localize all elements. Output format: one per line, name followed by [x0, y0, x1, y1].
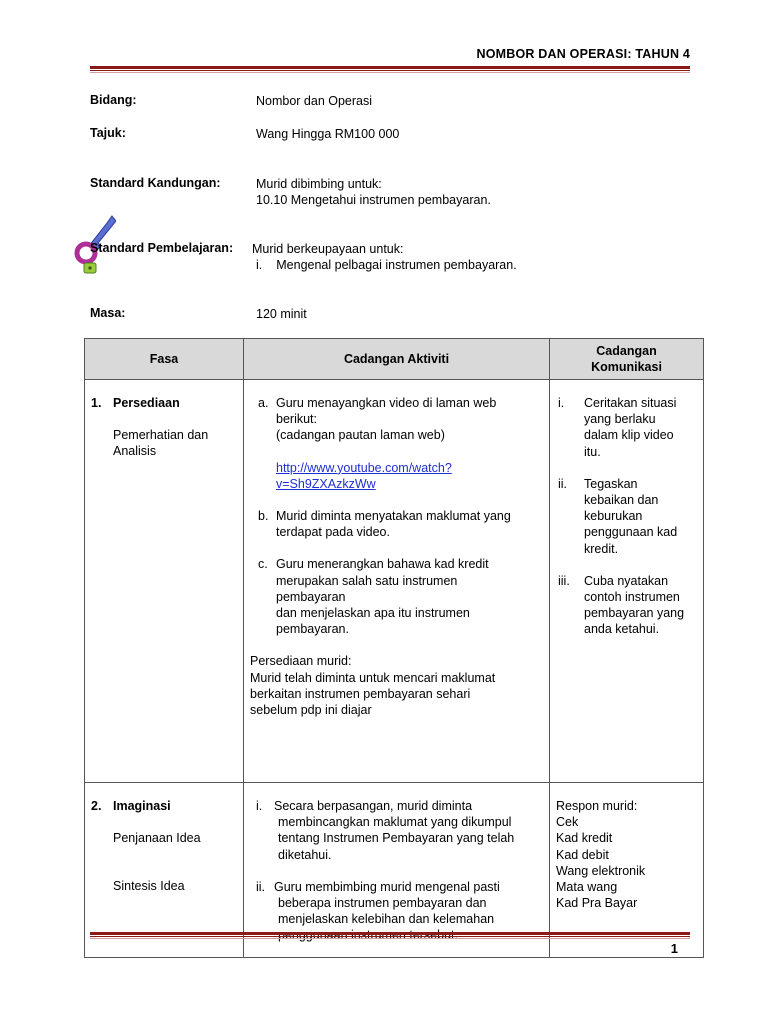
list-text: merupakan salah satu instrumen	[276, 573, 458, 588]
list-text: membincangkan maklumat yang dikumpul	[278, 815, 512, 830]
fasa-sub-line: Analisis	[113, 444, 157, 459]
list-text: pembayaran yang	[584, 606, 685, 621]
bidang-label: Bidang:	[90, 93, 137, 107]
list-text: Cuba nyatakan	[584, 573, 669, 588]
fasa-title	[91, 395, 237, 411]
respon-item: Wang elektronik	[556, 863, 646, 878]
youtube-link-cont[interactable]: v=Sh9ZXAzkzWw	[276, 476, 376, 491]
list-text: Guru menerangkan bahawa kad kredit	[276, 557, 489, 572]
table-header-row	[85, 339, 704, 380]
standard-kandungan-line1: Murid dibimbing untuk:	[256, 177, 382, 191]
page-header-title: NOMBOR DAN OPERASI: TAHUN 4	[476, 47, 690, 61]
list-text: keburukan	[584, 509, 643, 524]
list-text: terdapat pada video.	[276, 525, 390, 540]
list-text: dalam klip video	[584, 428, 674, 443]
fasa-cell-persediaan	[85, 380, 244, 783]
list-marker: iii.	[558, 573, 570, 588]
persediaan-murid-text: berkaitan instrumen pembayaran sehari	[250, 686, 471, 701]
fasa-sub-line: Sintesis Idea	[113, 879, 185, 894]
list-text: Guru membimbing murid mengenal pasti	[274, 879, 500, 894]
persediaan-murid-text: sebelum pdp ini diajar	[250, 703, 372, 718]
list-text: penggunaan kad	[584, 525, 678, 540]
list-text: berikut:	[276, 412, 317, 427]
masa-label: Masa:	[90, 306, 126, 320]
standard-kandungan-line2: 10.10 Mengetahui instrumen pembayaran.	[256, 193, 491, 207]
page-number: 1	[670, 941, 678, 956]
list-text: tentang Instrumen Pembayaran yang telah	[278, 831, 515, 846]
list-item	[556, 395, 697, 460]
list-text: Ceritakan situasi	[584, 396, 677, 410]
list-item	[250, 556, 543, 637]
footer-rule	[90, 932, 690, 939]
list-text: dan menjelaskan apa itu instrumen	[276, 606, 470, 621]
standard-pembelajaran-label: Standard Pembelajaran:	[90, 241, 234, 255]
list-item	[556, 476, 697, 557]
list-text: kredit.	[584, 541, 619, 556]
list-marker: a.	[258, 396, 269, 410]
list-text: Guru menayangkan video di laman web	[276, 396, 497, 410]
header-cadangan-komunikasi	[550, 339, 704, 380]
tajuk-value: Wang Hingga RM100 000	[256, 127, 400, 141]
masa-value: 120 minit	[256, 307, 307, 321]
header-rule	[90, 66, 690, 73]
list-item	[250, 395, 543, 492]
tajuk-label: Tajuk:	[90, 126, 126, 140]
standard-kandungan-label: Standard Kandungan:	[90, 176, 221, 190]
respon-item: Cek	[556, 815, 579, 830]
respon-item: Mata wang	[556, 880, 618, 895]
list-text: kebaikan dan	[584, 493, 659, 508]
standard-pembelajaran-line1: Murid berkeupayaan untuk:	[252, 242, 404, 256]
respon-item: Kad Pra Bayar	[556, 896, 638, 911]
list-text: (cadangan pautan laman web)	[276, 428, 445, 443]
respon-item: Kad debit	[556, 847, 609, 862]
list-text: pembayaran.	[276, 622, 349, 637]
list-text: yang berlaku	[584, 412, 656, 427]
list-text: Secara berpasangan, murid diminta	[274, 799, 473, 813]
lesson-table	[84, 338, 704, 958]
standard-pembelajaran-marker: i.	[256, 258, 263, 272]
list-marker: b.	[258, 509, 269, 524]
fasa-title	[91, 798, 237, 814]
list-marker: i.	[256, 799, 263, 813]
list-marker: i.	[558, 396, 565, 410]
list-text: beberapa instrumen pembayaran dan	[278, 896, 487, 911]
fasa-number: 2.	[91, 799, 102, 813]
list-item	[250, 798, 543, 863]
header-cadangan-aktiviti: Cadangan Aktiviti	[244, 339, 550, 380]
standard-pembelajaran-value	[252, 241, 517, 273]
list-text: Tegaskan	[584, 476, 638, 491]
fasa-number: 1.	[91, 396, 102, 410]
fasa-name: Imaginasi	[113, 799, 171, 813]
bidang-value: Nombor dan Operasi	[256, 94, 373, 108]
fasa-sub-line: Penjanaan Idea	[113, 831, 201, 846]
standard-pembelajaran-line2: Mengenal pelbagai instrumen pembayaran.	[276, 258, 517, 272]
list-text: menjelaskan kelebihan dan kelemahan	[278, 912, 495, 927]
standard-kandungan-value	[256, 176, 491, 208]
komunikasi-cell-persediaan	[550, 380, 704, 783]
list-text: anda ketahui.	[584, 622, 660, 637]
fasa-name: Persediaan	[113, 396, 180, 410]
table-row	[85, 380, 704, 783]
list-text: itu.	[584, 444, 601, 459]
aktiviti-cell-persediaan	[244, 380, 550, 783]
list-text: pembayaran	[276, 589, 346, 604]
respon-item: Kad kredit	[556, 831, 613, 846]
list-text: Murid diminta menyatakan maklumat yang	[276, 509, 511, 524]
list-item	[556, 573, 697, 638]
header-fasa: Fasa	[85, 339, 244, 380]
list-item	[250, 508, 543, 540]
fasa-sub-line: Pemerhatian dan	[113, 428, 209, 443]
header-komunikasi-line2: Komunikasi	[591, 360, 662, 374]
list-text: diketahui.	[278, 847, 332, 862]
youtube-link[interactable]: http://www.youtube.com/watch?	[276, 460, 452, 475]
respon-murid-title: Respon murid:	[556, 799, 638, 813]
list-marker: ii.	[256, 879, 266, 894]
persediaan-murid-text: Murid telah diminta untuk mencari maklumat	[250, 670, 496, 685]
header-komunikasi-line1: Cadangan	[596, 344, 657, 358]
persediaan-murid-title: Persediaan murid:	[250, 654, 352, 669]
list-marker: ii.	[558, 476, 568, 491]
list-text: contoh instrumen	[584, 590, 680, 605]
list-marker: c.	[258, 557, 268, 572]
